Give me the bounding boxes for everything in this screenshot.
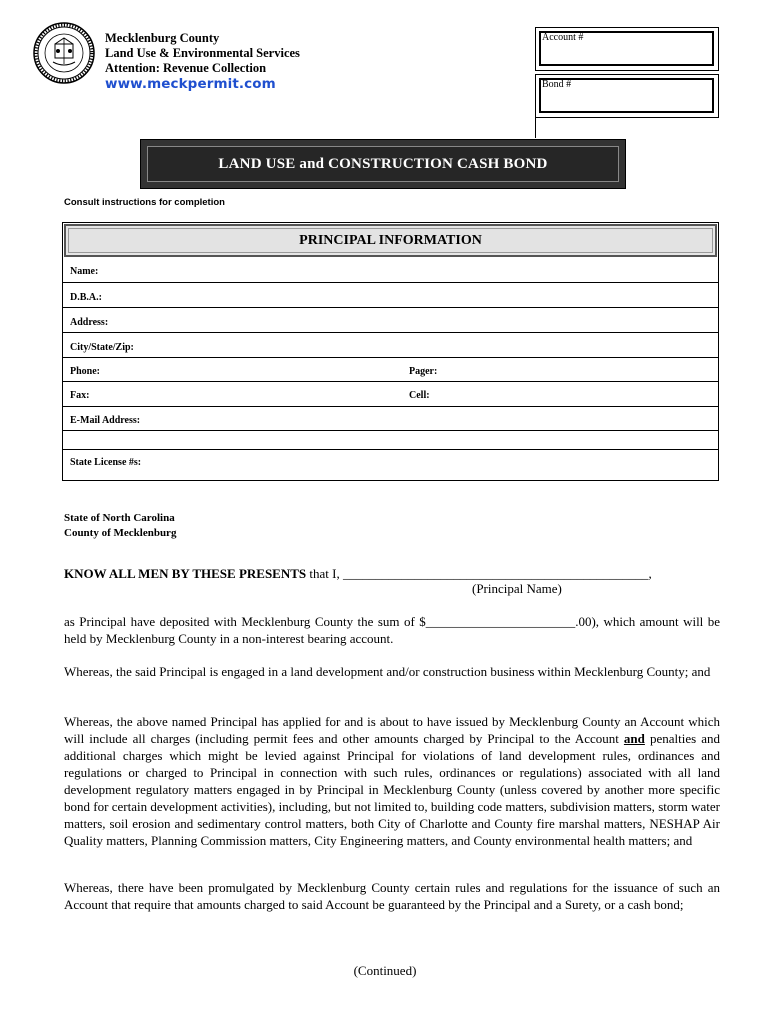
address-field[interactable] [62, 308, 719, 333]
deposit-paragraph: as Principal have deposited with Mecklenburg County the sum of $_______________________.00), which amount will be held by Mecklenburg County in a non-interest bearing account. [64, 614, 720, 646]
jurisdiction-line: State of North Carolina [64, 512, 175, 524]
continued-footer: (Continued) [353, 963, 417, 978]
website-link[interactable]: www.meckpermit.com [105, 76, 276, 92]
city-state-zip-label: City/State/Zip: [70, 342, 134, 353]
know-all-men-heading: KNOW ALL MEN BY THESE PRESENTS [64, 566, 307, 581]
county-seal-icon [33, 22, 95, 84]
principal-info-header [64, 224, 717, 257]
instructions-note: Consult instructions for completion [64, 197, 225, 208]
whereas-paragraph-1: Whereas, the said Principal is engaged in a land development and/or construction business within Mecklenburg County; and [64, 664, 711, 679]
bond-number-label: Bond # [542, 79, 572, 90]
agency-line: Attention: Revenue Collection [105, 61, 267, 75]
state-license-field[interactable] [62, 450, 719, 481]
form-title: LAND USE and CONSTRUCTION CASH BOND [218, 155, 548, 172]
name-label: Name: [70, 266, 99, 277]
agency-line: Land Use & Environmental Services [105, 46, 300, 60]
know-all-men-clause [64, 565, 720, 582]
principal-info-title: PRINCIPAL INFORMATION [299, 232, 482, 248]
jurisdiction-line: County of Mecklenburg [64, 527, 177, 539]
whereas-paragraph-3: Whereas, there have been promulgated by Mecklenburg County certain rules and regulations for the issuance of such an Account that require that amounts charged to said Account be guaranteed by the Principal and a Surety, or a cash bond; [64, 880, 720, 912]
state-license-label: State License #s: [70, 457, 142, 468]
dba-field[interactable] [62, 283, 719, 308]
email-field[interactable] [62, 407, 719, 431]
phone-label: Phone: [70, 366, 100, 377]
whereas-2-and-emphasis: and [623, 731, 645, 746]
fax-cell-row[interactable] [62, 382, 719, 407]
name-field[interactable] [62, 257, 719, 283]
agency-line: Mecklenburg County [105, 31, 220, 45]
city-state-zip-field[interactable] [62, 333, 719, 358]
whereas-paragraph-2 [64, 713, 720, 849]
dba-label: D.B.A.: [70, 292, 102, 303]
whereas-2-text-b: penalties and additional charges which might be levied against Principal for violations of land development rules, ordinances and regulations or charged to Principal in connection with such rules, ordinances or regulations) associated with all land development regulatory matters engaged in by Principal in Mecklenburg County (unless covered by another more specific bond for certain development activities), including, but not limited to, building code matters, subdivision matters, storm water matters, soil erosion and sedimentary control matters, both City of Charlotte and County fire marshal matters, NESHAP Air Quality matters, Planning Commission matters, City Engineering matters, and County environmental health matters; and [64, 731, 720, 848]
principal-name-blank: that I, _______________________________________________, [306, 566, 652, 581]
address-label: Address: [70, 317, 109, 328]
account-number-label: Account # [542, 32, 584, 43]
jurisdiction-block [64, 511, 176, 541]
whereas-2-text-a: Whereas, the above named Principal has applied for and is about to have issued by Mecklenburg County an Account which will include all charges (including permit fees and other amounts charged by Principal to the Account [64, 714, 720, 746]
account-number-field[interactable] [535, 27, 719, 71]
fax-label: Fax: [70, 390, 90, 401]
pager-label: Pager: [409, 366, 438, 377]
bond-number-field[interactable] [535, 74, 719, 118]
email-continuation-field[interactable] [62, 431, 719, 450]
principal-name-caption: (Principal Name) [472, 581, 562, 596]
divider [535, 118, 536, 138]
agency-address-block [105, 31, 300, 76]
phone-pager-row[interactable] [62, 358, 719, 382]
cell-label: Cell: [409, 390, 430, 401]
title-banner [140, 139, 626, 189]
email-label: E-Mail Address: [70, 415, 141, 426]
